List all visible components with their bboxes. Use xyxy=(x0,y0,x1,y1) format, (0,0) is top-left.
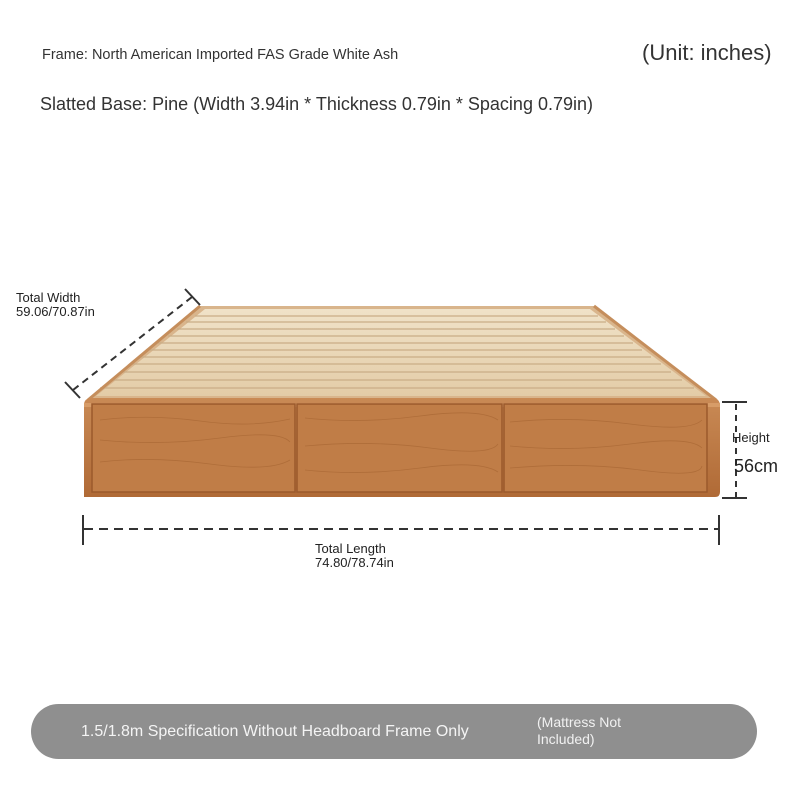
bed-frame-front xyxy=(84,398,720,497)
height-dimension-line xyxy=(722,402,747,498)
total-width-value: 59.06/70.87in xyxy=(16,304,95,319)
length-dimension-line xyxy=(83,515,719,545)
total-width-title: Total Width xyxy=(16,290,81,305)
slatted-base-spec-text: Slatted Base: Pine (Width 3.94in * Thickness 0.79in * Spacing 0.79in) xyxy=(40,94,593,114)
total-length-label xyxy=(315,542,394,570)
mattress-note-line2: Included) xyxy=(537,731,595,747)
slatted-base xyxy=(88,306,716,400)
height-value: 56cm xyxy=(734,456,779,476)
mattress-note-line1: (Mattress Not xyxy=(537,714,622,730)
height-title: Height xyxy=(732,430,770,445)
drawer-center xyxy=(297,404,502,492)
footer-spec-text: 1.5/1.8m Specification Without Headboard Frame Only xyxy=(81,723,469,740)
unit-label: (Unit: inches) xyxy=(642,40,772,65)
total-width-label xyxy=(16,291,95,319)
drawer-left xyxy=(92,404,295,492)
mattress-note xyxy=(537,714,621,748)
total-length-value: 74.80/78.74in xyxy=(315,555,394,570)
total-length-title: Total Length xyxy=(315,541,386,556)
frame-spec-text: Frame: North American Imported FAS Grade White Ash xyxy=(42,47,399,63)
